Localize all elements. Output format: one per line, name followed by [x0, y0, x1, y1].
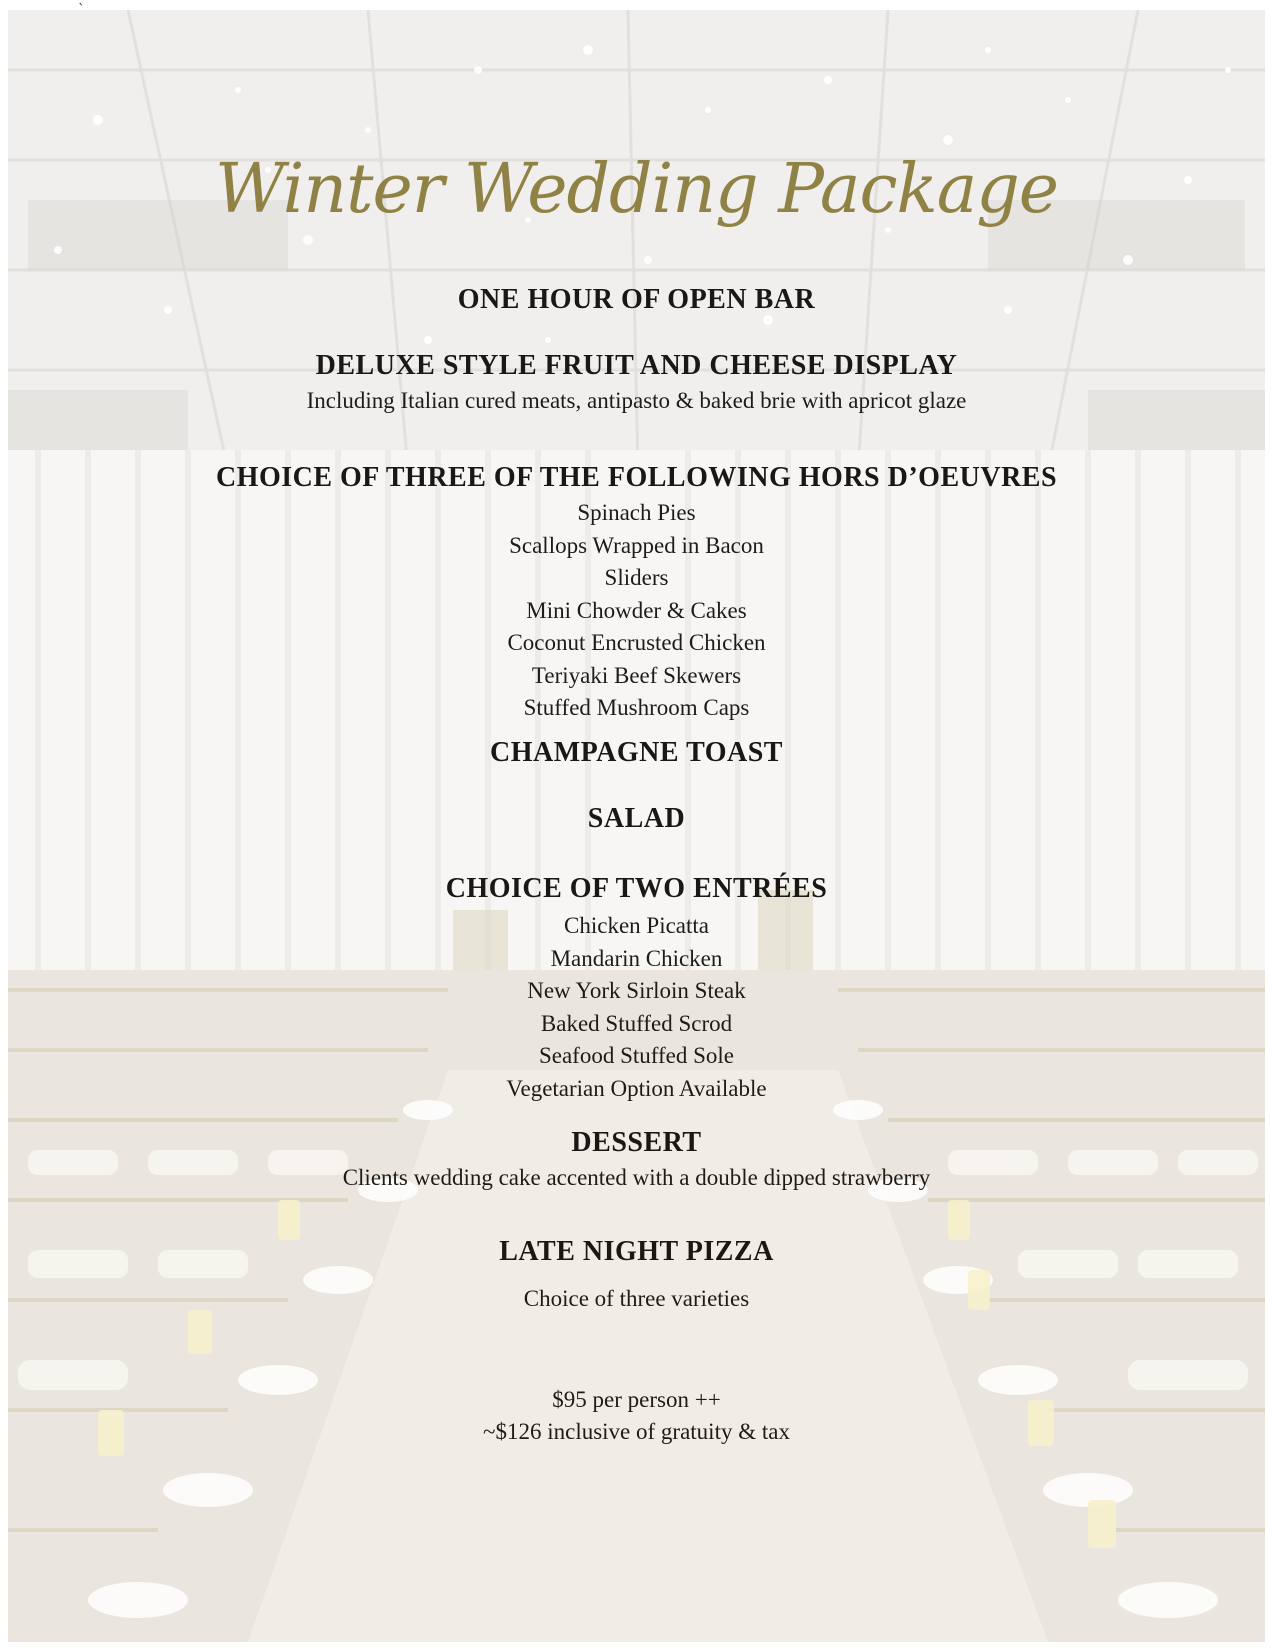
list-item: Baked Stuffed Scrod [540, 1010, 733, 1036]
list-item: Teriyaki Beef Skewers [531, 662, 742, 688]
list-item: Chicken Picatta [564, 913, 709, 938]
list-item: Scallops Wrapped in Bacon [509, 532, 764, 558]
list-item: Stuffed Mushroom Caps [523, 695, 750, 720]
display-heading: DELUXE STYLE FRUIT AND CHEESE DISPLAY [315, 350, 958, 381]
hors-doeuvres-list [8, 497, 1265, 725]
champagne-toast-heading: CHAMPAGNE TOAST [490, 737, 783, 768]
late-night-pizza-heading: LATE NIGHT PIZZA [499, 1236, 774, 1267]
list-item: Spinach Pies [577, 500, 696, 525]
list-item: Mandarin Chicken [550, 945, 723, 971]
list-item: New York Sirloin Steak [527, 978, 746, 1003]
entrees-list [8, 910, 1265, 1105]
entrees-heading: CHOICE OF TWO ENTRÉES [445, 873, 828, 904]
list-item: Vegetarian Option Available [506, 1075, 767, 1101]
page-title: Winter Wedding Package [214, 150, 1059, 229]
list-item: Sliders [604, 565, 669, 590]
pizza-description: Choice of three varieties [523, 1286, 750, 1311]
display-description: Including Italian cured meats, antipasto & baked brie with apricot glaze [306, 388, 967, 413]
menu-content [8, 10, 1265, 1642]
list-item: Coconut Encrusted Chicken [507, 630, 766, 655]
list-item: Seafood Stuffed Sole [538, 1043, 735, 1068]
price-inclusive: ~$126 inclusive of gratuity & tax [483, 1419, 790, 1444]
corner-mark: ` [78, 2, 85, 18]
menu-page [8, 10, 1265, 1642]
dessert-description: Clients wedding cake accented with a double dipped strawberry [342, 1165, 931, 1190]
hors-doeuvres-heading: CHOICE OF THREE OF THE FOLLOWING HORS D’OEUVRES [215, 462, 1058, 493]
salad-heading: SALAD [587, 803, 686, 834]
open-bar-heading: ONE HOUR OF OPEN BAR [457, 284, 816, 315]
list-item: Mini Chowder & Cakes [526, 597, 747, 623]
dessert-heading: DESSERT [571, 1127, 702, 1158]
price-per-person: $95 per person ++ [552, 1387, 721, 1412]
